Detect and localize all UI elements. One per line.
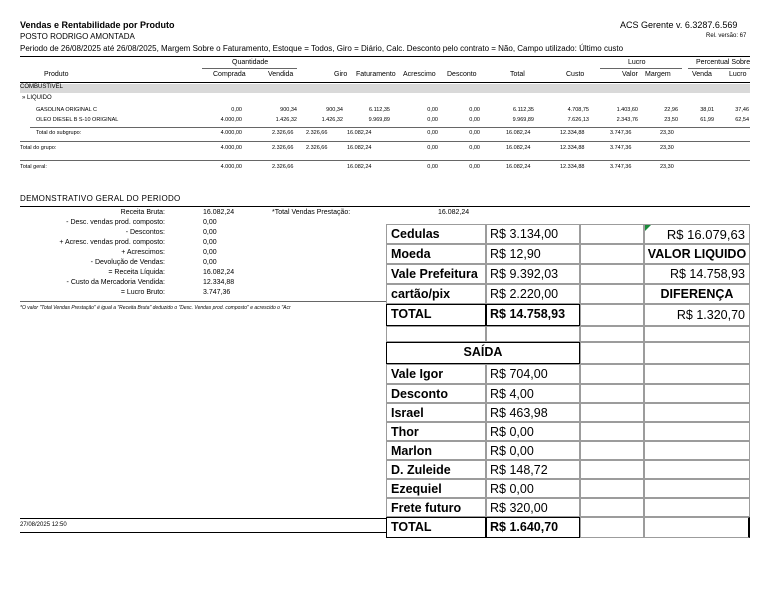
saida-label: Ezequiel <box>386 479 486 498</box>
cell-total: 16.082,24 <box>506 145 531 151</box>
demo-label: + Acrescimos: <box>121 249 165 256</box>
cell-desconto: 0,00 <box>469 164 480 170</box>
group-name: COMBUSTIVEL <box>20 84 64 90</box>
empty-cell <box>580 264 644 284</box>
saida-label: Frete futuro <box>386 498 486 517</box>
cell-comment-marker <box>645 225 651 231</box>
saida-total-label: TOTAL <box>386 517 486 538</box>
cell-venda: 61,99 <box>700 117 714 123</box>
empty-cell <box>644 384 750 403</box>
cell-margem: 23,50 <box>664 117 678 123</box>
saida-label: Israel <box>386 403 486 422</box>
saida-value[interactable]: R$ 0,00 <box>486 441 580 460</box>
saida-total-value[interactable]: R$ 1.640,70 <box>486 517 580 538</box>
cell-faturamento: 16.082,24 <box>347 164 372 170</box>
footnote: *O valor "Total Vendas Prestação" é igual a "Receita Bruta" deduzido o "Desc. Vendas prod. composto" e acrescido o "Acr <box>20 305 291 311</box>
saida-label: Vale Igor <box>386 364 486 384</box>
cell-acrescimo: 0,00 <box>427 117 438 123</box>
cell-margem: 23,30 <box>660 130 674 136</box>
demo-label: + Acresc. vendas prod. composto: <box>59 239 165 246</box>
saida-label: Marlon <box>386 441 486 460</box>
demo-value: 16.082,24 <box>203 209 235 216</box>
cell-vendida: 2.326,66 <box>272 145 294 151</box>
cell-total: 16.082,24 <box>506 130 531 136</box>
saida-value[interactable]: R$ 463,98 <box>486 403 580 422</box>
valor-liquido-value[interactable]: R$ 14.758,93 <box>644 264 750 284</box>
empty-cell <box>644 326 750 342</box>
cell-valor: 3.747,36 <box>610 164 632 170</box>
cell-comprada: 4.000,00 <box>220 164 242 170</box>
cell-comprada: 0,00 <box>231 107 242 113</box>
saida-value[interactable]: R$ 0,00 <box>486 422 580 441</box>
demo-value: 12.334,88 <box>203 279 235 286</box>
cell-vendida: 1.426,32 <box>275 117 297 123</box>
col-lucro: Lucro <box>729 71 747 78</box>
saida-value[interactable]: R$ 0,00 <box>486 479 580 498</box>
empty-cell <box>644 403 750 422</box>
empty-cell <box>580 479 644 498</box>
demonstrativo-title: DEMONSTRATIVO GERAL DO PERIODO <box>20 194 181 203</box>
cell-custo: 12.334,88 <box>560 164 585 170</box>
empty-cell <box>644 422 750 441</box>
col-custo: Custo <box>566 71 585 78</box>
saida-value[interactable]: R$ 704,00 <box>486 364 580 384</box>
cell-margem: 22,96 <box>664 107 678 113</box>
demo-value: 0,00 <box>203 229 217 236</box>
empty-cell <box>386 326 486 342</box>
cell-desconto: 0,00 <box>469 117 480 123</box>
demo-value: 16.082,24 <box>203 269 235 276</box>
saida-value[interactable]: R$ 4,00 <box>486 384 580 403</box>
cell-margem: 23,30 <box>660 145 674 151</box>
footer-datetime: 27/08/2025 12:50 <box>20 522 67 528</box>
cell-lucro: 62,54 <box>735 117 749 123</box>
cell-desconto: 0,00 <box>469 107 480 113</box>
total-label: Total do grupo: <box>20 145 57 151</box>
cell-desconto: 0,00 <box>469 130 480 136</box>
empty-cell <box>580 498 644 517</box>
col-valor: Valor <box>622 71 638 78</box>
empty-cell <box>580 403 644 422</box>
cell-total: 9.969,89 <box>512 117 534 123</box>
cell-acrescimo: 0,00 <box>427 145 438 151</box>
report-filter: Periodo de 26/08/2025 até 26/08/2025, Margem Sobre o Faturamento, Estoque = Todos, Giro = Diário, Calc. Desconto pelo contrato = Não, Campo utilizado: Último custo <box>20 44 624 53</box>
entrada-label: Moeda <box>386 244 486 264</box>
entrada-value[interactable]: R$ 12,90 <box>486 244 580 264</box>
demo-label: Receita Bruta: <box>120 209 165 216</box>
entrada-label: Vale Prefeitura <box>386 264 486 284</box>
demo-value: 0,00 <box>203 249 217 256</box>
entrada-total-label: TOTAL <box>386 304 486 326</box>
cell-produto: GASOLINA ORIGINAL C <box>36 107 97 113</box>
demo-label: - Desc. vendas prod. composto: <box>66 219 165 226</box>
col-total: Total <box>510 71 525 78</box>
empty-cell <box>580 284 644 304</box>
cell-custo: 12.334,88 <box>560 145 585 151</box>
col-vendida: Vendida <box>268 71 294 78</box>
entrada-value[interactable]: R$ 9.392,03 <box>486 264 580 284</box>
cell-comprada: 4.000,00 <box>220 130 242 136</box>
col-faturamento: Faturamento <box>356 71 396 78</box>
demo-value: 0,00 <box>203 259 217 266</box>
demo-label: = Lucro Bruto: <box>120 289 165 296</box>
group-lucro: Lucro <box>628 59 646 66</box>
entrada-value[interactable]: R$ 2.220,00 <box>486 284 580 304</box>
cell-margem: 23,30 <box>660 164 674 170</box>
cell-desconto: 0,00 <box>469 145 480 151</box>
saida-title: SAÍDA <box>386 342 580 364</box>
cell-total: 6.112,35 <box>512 107 534 113</box>
demo-value: 3.747,36 <box>203 289 231 296</box>
col-desconto: Desconto <box>447 71 477 78</box>
empty-cell <box>644 479 750 498</box>
cell-produto: OLEO DIESEL B S-10 ORIGINAL <box>36 117 119 123</box>
cell-lucro: 37,46 <box>735 107 749 113</box>
col-venda: Venda <box>692 71 712 78</box>
cell-vendida: 2.326,66 <box>272 130 294 136</box>
saida-label: Desconto <box>386 384 486 403</box>
total-prestacao-value: 16.082,24 <box>438 209 470 216</box>
cell-acrescimo: 0,00 <box>427 107 438 113</box>
empty-cell <box>580 224 644 244</box>
empty-cell <box>580 304 644 326</box>
cell-venda: 38,01 <box>700 107 714 113</box>
cell-comprada: 4.000,00 <box>220 145 242 151</box>
empty-cell <box>644 364 750 384</box>
cell-giro: 1.426,32 <box>321 117 343 123</box>
empty-cell <box>644 460 750 479</box>
cell-faturamento: 16.082,24 <box>347 145 372 151</box>
cell-giro: 2.326,66 <box>306 130 328 136</box>
demo-label: = Receita Líquida: <box>108 269 165 276</box>
total-label: Total geral: <box>20 164 47 170</box>
cell-faturamento: 9.969,89 <box>368 117 390 123</box>
saida-value[interactable]: R$ 320,00 <box>486 498 580 517</box>
group-percentual: Percentual Sobre <box>696 59 751 66</box>
empty-cell <box>580 422 644 441</box>
col-margem: Margem <box>645 71 671 78</box>
total-prestacao-label: *Total Vendas Prestação: <box>272 209 351 216</box>
empty-cell <box>580 517 644 538</box>
empty-cell <box>580 244 644 264</box>
cell-custo: 12.334,88 <box>560 130 585 136</box>
cell-comprada: 4.000,00 <box>220 117 242 123</box>
demo-label: - Devolução de Vendas: <box>90 259 165 266</box>
empty-cell <box>644 441 750 460</box>
demo-label: - Descontos: <box>125 229 165 236</box>
entrada-total-value[interactable]: R$ 14.758,93 <box>486 304 580 326</box>
empty-cell <box>580 384 644 403</box>
empty-cell <box>580 342 644 364</box>
cell-valor: 3.747,36 <box>610 130 632 136</box>
cell-giro: 2.326,66 <box>306 145 328 151</box>
diferenca-label: DIFERENÇA <box>644 284 750 304</box>
entrada-value[interactable]: R$ 3.134,00 <box>486 224 580 244</box>
entrada-label: Cedulas <box>386 224 486 244</box>
cell-custo: 4.708,75 <box>567 107 589 113</box>
demo-label: - Custo da Mercadoria Vendida: <box>66 279 165 286</box>
demo-value: 0,00 <box>203 239 217 246</box>
report-title: Vendas e Rentabilidade por Produto <box>20 20 175 30</box>
cell-valor: 1.403,60 <box>616 107 638 113</box>
subgroup-name: » LIQUIDO <box>22 95 52 101</box>
col-comprada: Comprada <box>213 71 246 78</box>
empty-cell <box>486 326 580 342</box>
empty-cell <box>580 441 644 460</box>
col-acrescimo: Acrescimo <box>403 71 436 78</box>
empty-cell <box>580 326 644 342</box>
cell-total: 16.082,24 <box>506 164 531 170</box>
saida-label: D. Zuleide <box>386 460 486 479</box>
col-giro: Giro <box>334 71 348 78</box>
entrada-label: cartão/pix <box>386 284 486 304</box>
empty-cell <box>644 498 750 517</box>
spreadsheet-overlay <box>386 224 750 538</box>
cell-faturamento: 16.082,24 <box>347 130 372 136</box>
empty-cell <box>644 342 750 364</box>
empty-cell <box>644 517 750 538</box>
empty-cell <box>580 364 644 384</box>
app-version: ACS Gerente v. 6.3287.6.569 <box>620 20 738 30</box>
cell-faturamento: 6.112,35 <box>368 107 390 113</box>
group-quantidade: Quantidade <box>232 59 269 66</box>
cell-giro: 900,34 <box>326 107 343 113</box>
right-top-cell[interactable] <box>644 224 750 244</box>
empty-cell <box>580 460 644 479</box>
cell-vendida: 900,34 <box>280 107 297 113</box>
report-version: Rel. versão: 67 <box>706 33 747 39</box>
saida-value[interactable]: R$ 148,72 <box>486 460 580 479</box>
cell-vendida: 2.326,66 <box>272 164 294 170</box>
demo-value: 0,00 <box>203 219 217 226</box>
saida-label: Thor <box>386 422 486 441</box>
cell-custo: 7.626,13 <box>567 117 589 123</box>
valor-liquido-label: VALOR LIQUIDO <box>644 244 750 264</box>
right-top-value: R$ 16.079,63 <box>666 227 745 242</box>
cell-valor: 3.747,36 <box>610 145 632 151</box>
cell-acrescimo: 0,00 <box>427 164 438 170</box>
cell-acrescimo: 0,00 <box>427 130 438 136</box>
col-produto: Produto <box>44 71 69 78</box>
cell-valor: 2.343,76 <box>616 117 638 123</box>
total-label: Total do subgrupo: <box>36 130 82 136</box>
diferenca-value[interactable]: R$ 1.320,70 <box>644 304 750 326</box>
company-name: POSTO RODRIGO AMONTADA <box>20 32 135 41</box>
